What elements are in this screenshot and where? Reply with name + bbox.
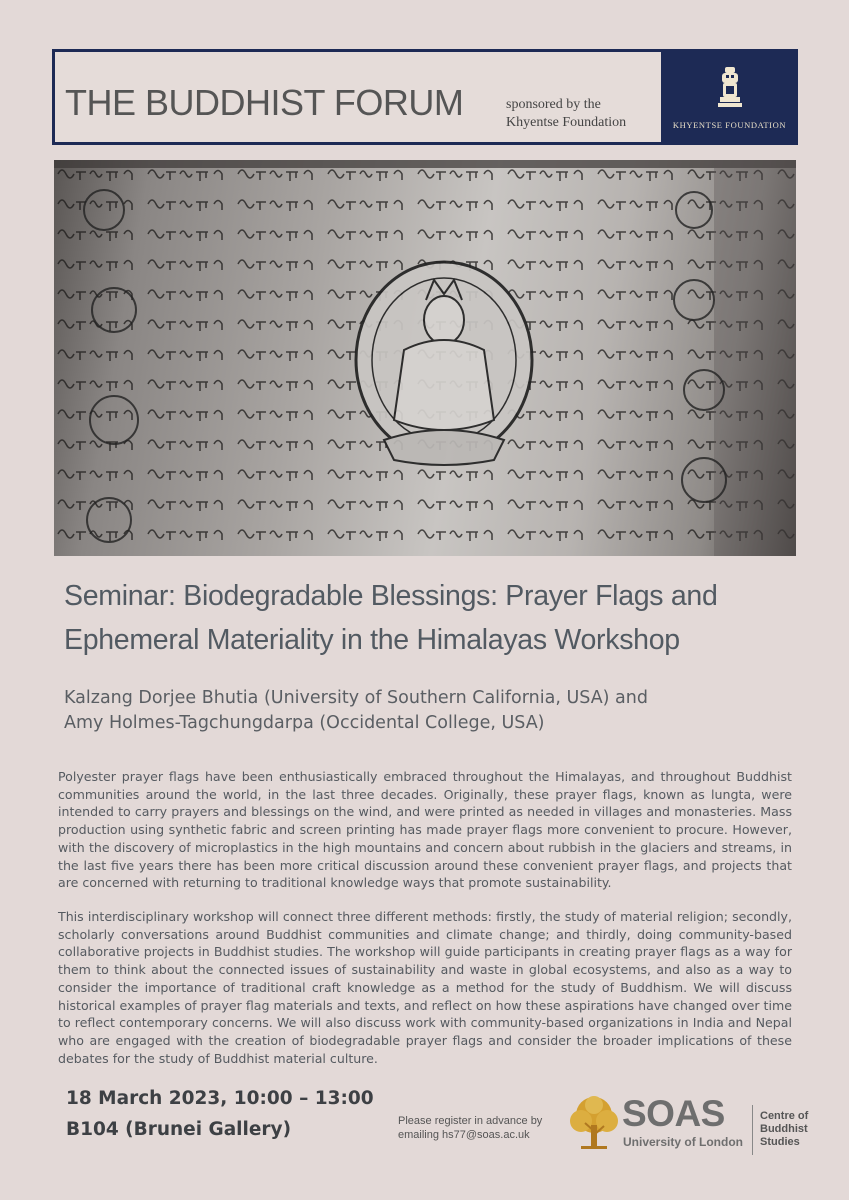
soas-tree-icon	[567, 1095, 621, 1151]
registration-line-1: Please register in advance by	[398, 1115, 543, 1127]
khyentse-emblem-icon	[717, 65, 743, 111]
tibetan-prayer-flag-print-icon	[54, 160, 796, 556]
description-paragraph-2: This interdisciplinary workshop will connect three different methods: firstly, the study of material religion; secondly, scholarly conversations around Buddhist communities and climate change; and thirdly, doing community-based collaborative projects in Buddhist studies. The workshop will guide participants in creating prayer flags as a way for them to think about the connected issues of sustainability and waste in global ecosystems, and also as a way to consider the importance of traditional craft knowledge as a method for the study of Buddhism. We will discuss historical examples of prayer flag materials and texts, and reflect on how these aspirations have changed over time to reflect contemporary concerns. We will also discuss work with community-based organizations in India and Nepal who are engaged with the creation of biodegradable prayer flags and consider the broader implications of these debates for the study of Buddhist material culture.	[58, 909, 792, 1066]
event-date: 18 March 2023, 10:00 – 13:00	[66, 1088, 374, 1109]
speaker-line-1: Kalzang Dorjee Bhutia (University of Southern California, USA) and	[64, 688, 648, 708]
seminar-title-line-1: Seminar: Biodegradable Blessings: Prayer Flags and	[64, 580, 718, 612]
logo-divider	[752, 1105, 753, 1155]
registration-note	[398, 1114, 558, 1142]
khyentse-logo-text: KHYENTSE FOUNDATION	[672, 120, 787, 130]
khyentse-foundation-logo	[661, 49, 798, 145]
centre-line-3: Studies	[760, 1136, 800, 1148]
registration-line-2: emailing hs77@soas.ac.uk	[398, 1129, 530, 1141]
centre-line-1: Centre of	[760, 1110, 809, 1122]
header-banner	[52, 49, 798, 145]
seminar-title-line-2: Ephemeral Materiality in the Himalayas Workshop	[64, 624, 680, 656]
header-title-panel	[55, 52, 661, 142]
soas-logo-text: SOAS	[622, 1093, 725, 1134]
centre-line-2: Buddhist	[760, 1123, 808, 1135]
sponsor-line-2: Khyentse Foundation	[506, 115, 627, 130]
forum-title: THE BUDDHIST FORUM	[65, 82, 464, 123]
seminar-title	[64, 574, 804, 662]
description-paragraph-1: Polyester prayer flags have been enthusiastically embraced throughout the Himalayas, and throughout Buddhist communities around the world, in the last three decades. Originally, these prayer flags, known as lungta, were intended to carry prayers and blessings on the wind, and were printed as needed in villages and monasteries. Mass production using synthetic fabric and screen printing has made prayer flags more convenient to procure. However, with the discovery of microplastics in the high mountains and concern about rubbish in the glaciers and streams, in the last five years there has been more critical discussion around these convenient prayer flags, and projects that are concerned with returning to traditional knowledge ways that promote sustainability.	[58, 769, 792, 891]
speaker-line-2: Amy Holmes-Tagchungdarpa (Occidental College, USA)	[64, 713, 545, 733]
sponsor-text	[506, 96, 656, 132]
sponsor-line-1: sponsored by the	[506, 97, 601, 112]
event-venue: B104 (Brunei Gallery)	[66, 1119, 292, 1140]
speakers	[64, 686, 804, 736]
soas-subtitle: University of London	[623, 1135, 743, 1149]
prayer-flag-photo	[54, 160, 796, 556]
centre-buddhist-studies	[760, 1110, 820, 1149]
